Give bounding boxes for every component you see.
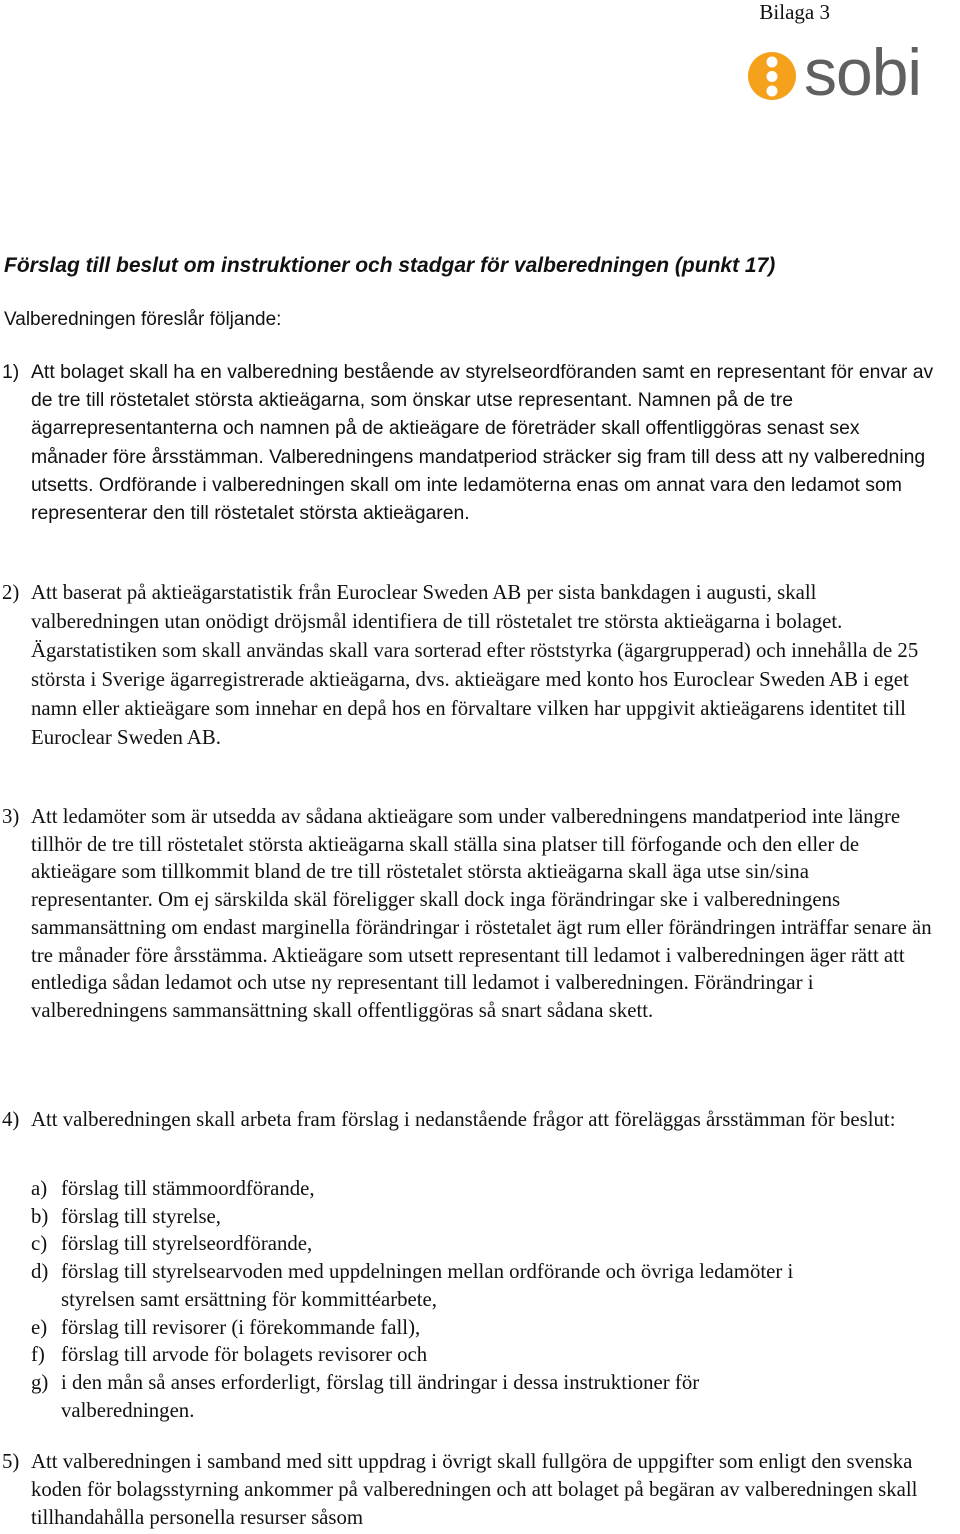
document-title: Förslag till beslut om instruktioner och stadgar för valberedningen (punkt 17) [4,254,776,277]
list-item [0,1314,935,1342]
list-letter: b) [31,1204,49,1228]
proposal-item-3 [0,803,935,1025]
item-body: Att ledamöter som är utsedda av sådana aktieägare som under valberedningens mandatperiod inte längre tillhör de tre till röstetalet största aktieägarna skall ställa sina platser till förfogande och den eller de aktieägare som tillkommit bland de tre till röstetalet största aktieägarna skall äga utse sin/sina representanter. Om ej särskilda skäl föreligger skall dock inga förändringar ske i valberedningens sammansättning om endast marginella förändringar i röstetalet ägt rum eller förändringen inträffar senare än tre månader före årsstämma. Aktieägare som utsett representant till ledamot i valberedningen äger rätt att entlediga sådan ledamot och utse ny representant till ledamot i valberedningen. Förändringar i valberedningens sammansättning skall offentliggöras så snart sådana skett. [31,805,932,1022]
logo-wordmark: sobi [804,35,922,109]
intro-text: Valberedningen föreslår följande: [4,309,282,330]
item-number: 5) [2,1450,20,1473]
list-letter: a) [31,1177,48,1200]
item-body: Att bolaget skall ha en valberedning bestående av styrelseordföranden samt en representant för envar av de tre till röstetalet största aktieägarna, som önskar utse representant. Namnen på de tre ägarrepresentanterna och namnen på de aktieägare de företräder skall offentliggöras senast sex månader före årsstämman. Valberedningens mandatperiod sträcker sig fram till dess att ny valberedning utsetts. Ordförande i valberedningen skall om inte ledamöterna enas om annat vara den ledamot som representerar den till röstetalet största aktieägaren. [31,361,934,525]
item-number: 3) [2,805,20,828]
list-item [0,1341,935,1369]
item-number: 4) [2,1108,20,1131]
item-body: Att baserat på aktieägarstatistik från Euroclear Sweden AB per sista bankdagen i augusti, skall valberedningen utan onödigt dröjsmål identifiera de till röstetalet tre största aktieägarna i bolaget. Ägarstatistiken som skall användas skall vara sorterad efter röststyrka (ägargrupperad) och innehålla de 25 största i Sverige ägarregistrerade aktieägarna, dvs. aktieägare med konto hos Euroclear Sweden AB i eget namn eller aktieägare som innehar en depå hos en förvaltare vilken har uppgivit aktieägarens identitet till Euroclear Sweden AB. [31,581,919,749]
list-text: i den mån så anses erforderligt, förslag till ändringar i dessa instruktioner för valberedningen. [61,1370,700,1422]
list-text: förslag till styrelsearvoden med uppdelningen mellan ordförande och övriga ledamöter i styrelsen samt ersättning för kommittéarbete, [61,1260,794,1311]
list-item [0,1230,935,1258]
list-letter: f) [31,1343,45,1367]
item-body: Att valberedningen i samband med sitt uppdrag i övrigt skall fullgöra de uppgifter som enligt den svenska koden för bolagsstyrning ankommer på valberedningen och att bolaget på begäran av valberedningen skall tillhandahålla personella resurser såsom [31,1450,918,1529]
list-text: förslag till revisorer (i förekommande fall), [61,1315,421,1339]
item-body: Att valberedningen skall arbeta fram förslag i nedanstående frågor att föreläggas årsstämman för beslut: [31,1108,896,1131]
logo-dots-icon [744,48,806,112]
list-item [0,1175,935,1203]
proposal-item-1 [0,358,935,527]
list-letter: c) [31,1232,48,1256]
item-number: 1) [2,361,20,383]
sobi-logo [744,35,960,109]
proposal-sublist [0,1175,935,1424]
attachment-label: Bilaga 3 [759,0,830,24]
list-letter: d) [31,1260,49,1284]
list-letter: g) [31,1370,49,1394]
list-text: förslag till styrelseordförande, [61,1232,313,1256]
proposal-item-5 [0,1448,935,1532]
list-letter: e) [31,1315,48,1339]
list-text: förslag till arvode för bolagets revisorer och [61,1343,428,1367]
proposal-item-4 [0,1106,935,1134]
list-text: förslag till stämmoordförande, [61,1177,315,1200]
list-item [0,1203,935,1231]
list-item [0,1369,935,1424]
item-number: 2) [2,581,20,604]
list-item [0,1258,935,1313]
proposal-item-2 [0,578,935,752]
list-text: förslag till styrelse, [61,1204,221,1228]
